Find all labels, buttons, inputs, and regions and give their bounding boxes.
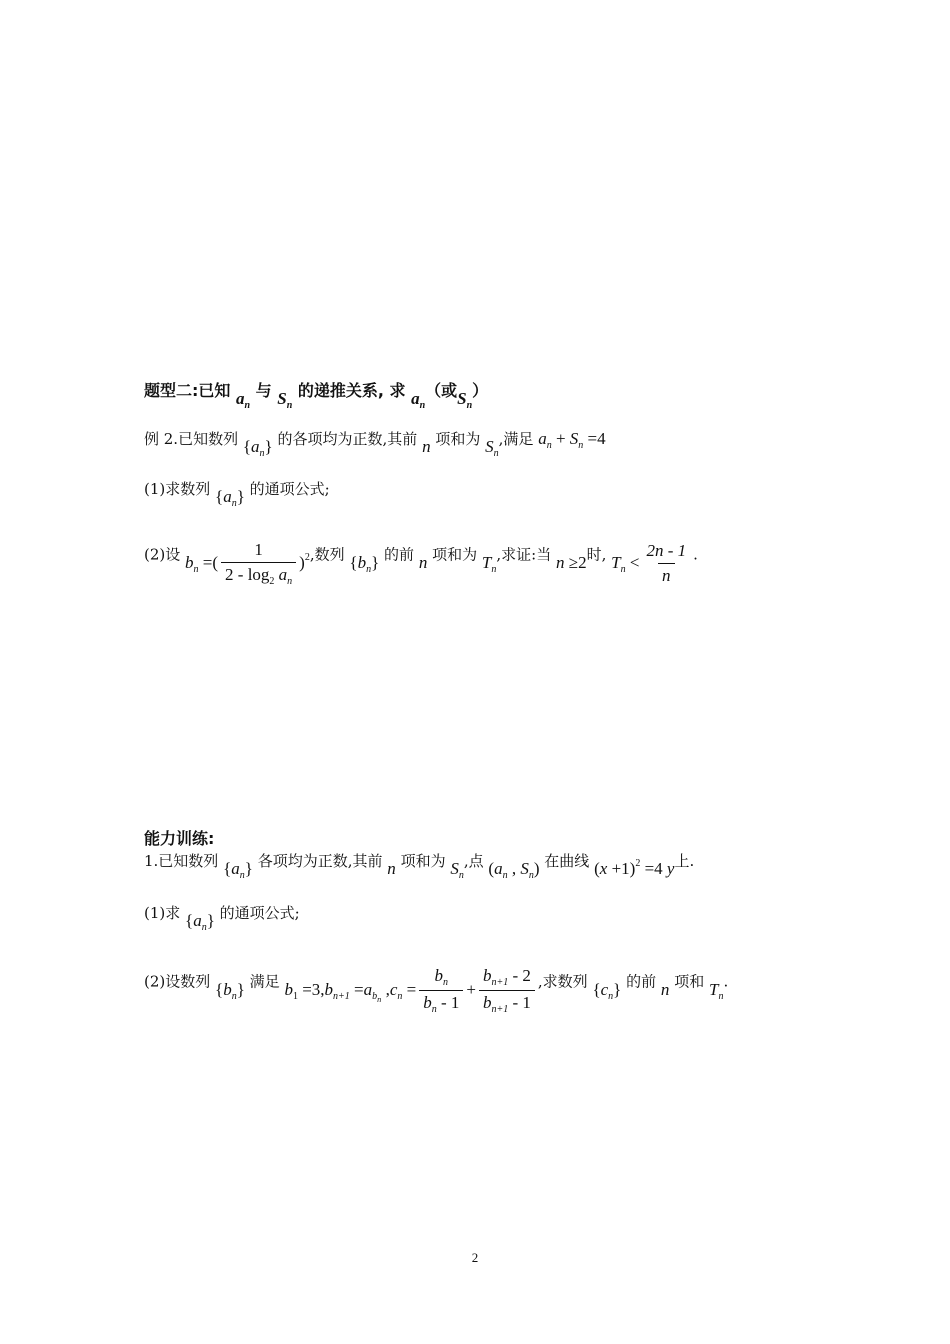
math-set-an: $\{a_n\}$ [242,437,273,459]
period: . [693,545,698,564]
math-tn: $T_n$ [709,979,724,1002]
part2-text-f: 项和为 [432,545,478,564]
training-q1 [144,850,695,881]
training-heading: 能力训练: [144,829,215,848]
part1-text: 的通项公式; [249,480,330,498]
training-part2-label: (2)设数列 [144,972,211,991]
heading-open: （或 [425,381,458,400]
part2-text-d: ,数列 [309,545,345,564]
training-part2-text-c: 的前 [626,972,657,991]
part2-label: (2)设 [144,545,181,564]
math-bn-def: $b_n$ =( [185,552,219,575]
math-n: n [660,979,670,999]
math-point: ($a_n$ , $S_n$) [488,859,540,881]
heading-and: 与 [255,381,272,400]
heading-relation: 的递推关系, 求 [297,381,406,400]
training-part1-text: 的通项公式; [219,904,300,922]
fraction-bn: $\frac{1}{2 - \log_2 a_n}$ [221,540,296,587]
training-part2-text-d: 项和 [674,972,705,991]
math-sn: $S_n$ [277,389,293,411]
example-intro: 例 2.已知数列 [144,430,239,448]
math-sn: $S_n$ [450,859,464,881]
end-period: . [723,972,729,991]
math-an: $a_n$ [411,389,426,411]
math-set-an: $\{a_n\}$ [185,911,215,933]
math-inequality: $T_n$ < [611,552,640,575]
fraction-inequality: $\frac{2n - 1}{n}$ [646,541,687,585]
math-curve: $(x +1)^2 =4$ y [594,858,675,878]
math-sn: $S_n$ [457,389,473,411]
math-equation: $a_n + S_n =4$ [538,429,606,451]
plus-sign: + [466,979,476,999]
training-part1-label: (1)求 [144,904,181,922]
part2-text-g: ,求证:当 [496,545,552,564]
q1-text-e: 上. [674,852,695,870]
training-part2 [144,958,729,1015]
q1-text-d: 在曲线 [544,852,590,870]
example-2-part2 [144,532,698,587]
example-2-part1 [144,478,330,509]
example-2-statement [144,428,606,459]
fraction-c1: $\frac{b_n}{b_n - 1}$ [419,966,463,1015]
section-heading [144,378,489,411]
math-set-cn: $\{c_n\}$ [592,979,622,1002]
q1-text-a: 各项均为正数,其前 [257,852,383,870]
math-set-an: $\{a_n\}$ [223,859,253,881]
math-square: )$^2$ [299,551,310,572]
math-b-recurrence: $b_1 =3,b_{n+1} =a_{b_n}$ $,c_n$ = [284,979,417,1004]
part2-text-e: 的前 [384,545,415,564]
heading-prefix: 题型二:已知 [144,381,231,400]
training-part2-text-a: 满足 [249,972,280,991]
q1-text-b: 项和为 [400,852,446,870]
example-text-b: 项和为 [435,430,481,448]
math-tn: $T_n$ [481,552,497,575]
math-condition: n ≥2 [555,552,587,572]
part1-label: (1)求数列 [144,480,211,498]
q1-text-c: ,点 [463,852,484,870]
math-set-bn: $\{b_n\}$ [349,552,380,575]
q1-intro: 1.已知数列 [144,852,219,870]
math-n: n [422,437,431,456]
heading-close: ） [472,381,489,400]
page-number: 2 [471,1250,479,1265]
example-text-c: ,满足 [498,430,534,448]
math-set-bn: $\{b_n\}$ [215,979,245,1002]
fraction-c2: $\frac{b_{n+1} - 2}{b_{n+1} - 1}$ [479,966,535,1015]
math-n: n [387,859,396,878]
training-part1 [144,902,300,933]
math-an: $a_n$ [235,389,251,411]
training-part2-text-b: ,求数列 [537,972,588,991]
part2-text-h: 时, [586,545,607,564]
math-set-an: $\{a_n\}$ [215,487,245,509]
math-n: n [418,552,428,572]
math-sn: $S_n$ [485,437,499,459]
example-text-a: 的各项均为正数,其前 [277,430,418,448]
